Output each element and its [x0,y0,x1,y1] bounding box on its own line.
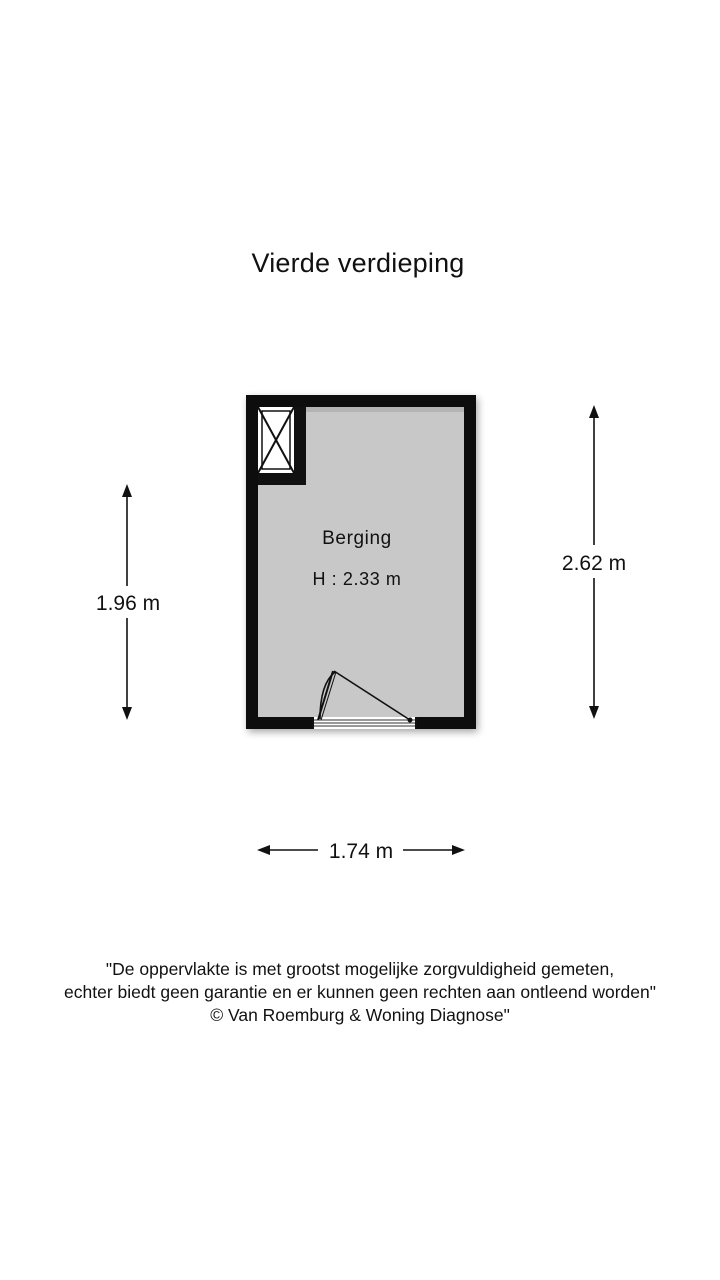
disclaimer-line-2: echter biedt geen garantie en er kunnen geen rechten aan ontleend worden" [64,982,656,1002]
dimension-right-label: 2.62 m [561,552,627,575]
room-name: Berging [322,528,392,549]
disclaimer [0,958,720,1027]
arrow-left-icon [257,845,270,855]
disclaimer-line-3: © Van Roemburg & Woning Diagnose" [210,1005,510,1025]
dimension-bottom [257,840,465,863]
dimension-left-label: 1.96 m [95,592,161,615]
room-berging [246,395,476,729]
floor-title: Vierde verdieping [251,248,465,278]
arrow-up-icon [589,405,599,418]
disclaimer-line-1: "De oppervlakte is met grootst mogelijke zorgvuldigheid gemeten, [105,959,615,979]
arrow-down-icon [122,707,132,720]
dimension-left [96,484,160,720]
arrow-up-icon [122,484,132,497]
shaft-void [258,407,306,485]
arrow-down-icon [589,706,599,719]
dimension-bottom-label: 1.74 m [328,840,394,863]
room-height: H : 2.33 m [312,569,402,589]
arrow-right-icon [452,845,465,855]
dimension-right [562,405,626,719]
